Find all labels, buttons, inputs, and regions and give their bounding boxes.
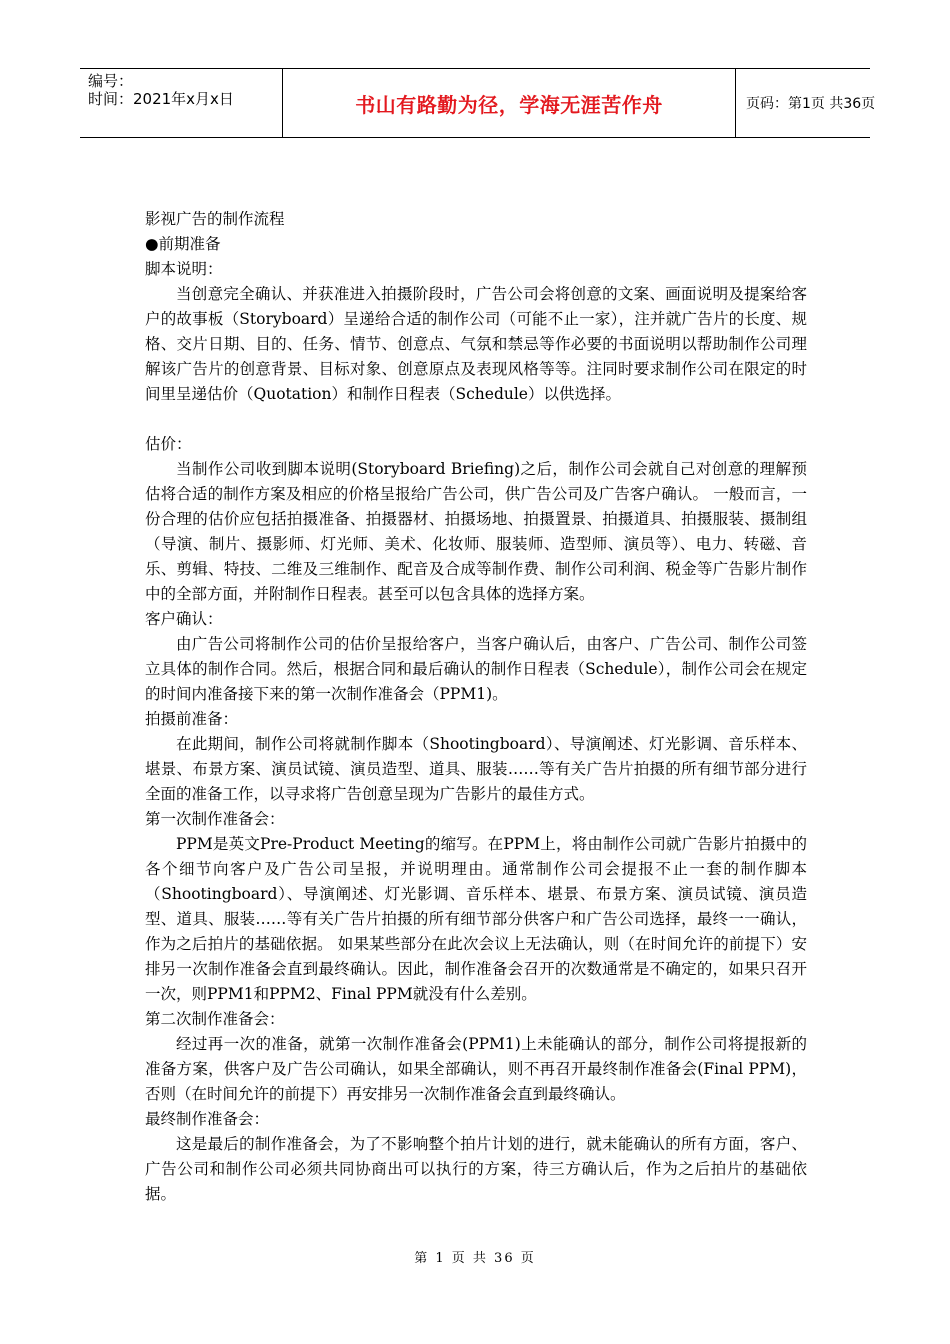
- page-footer: 第 1 页 共 36 页: [414, 1251, 536, 1266]
- section-heading-preproduction: ●前期准备: [145, 235, 221, 253]
- document-body: [145, 207, 807, 1207]
- heading-quotation: 估价：: [145, 435, 192, 453]
- header-meta: [80, 69, 282, 137]
- header-page-number: 页码：第1页 共36页: [746, 96, 876, 112]
- heading-client-confirmation: 客户确认：: [145, 610, 223, 628]
- paragraph-client-confirmation: 由广告公司将制作公司的估价呈报给客户，当客户确认后，由客户、广告公司、制作公司签立具体的制作合同。然后，根据合同和最后确认的制作日程表（Schedule），制作公司会在规定的时间内准备接下来的第一次制作准备会（PPM1)。: [145, 635, 807, 703]
- heading-script-briefing: 脚本说明：: [145, 260, 223, 278]
- paragraph-ppm1: PPM是英文Pre-Product Meeting的缩写。在PPM上，将由制作公司就广告影片拍摄中的各个细节向客户及广告公司呈报，并说明理由。通常制作公司会提报不止一套的制作脚本（Shootingboard）、导演阐述、灯光影调、音乐样本、堪景、布景方案、演员试镜、演员造型、道具、服装……等有关广告片拍摄的所有细节部分供客户和广告公司选择，最终一一确认，作为之后拍片的基础依据。 如果某些部分在此次会议上无法确认，则（在时间允许的前提下）安排另一次制作准备会直到最终确认。因此，制作准备会召开的次数通常是不确定的，如果只召开一次，则PPM1和PPM2、Final PPM就没有什么差别。: [145, 835, 807, 1003]
- paragraph-ppm2: 经过再一次的准备，就第一次制作准备会(PPM1)上未能确认的部分，制作公司将提报新的准备方案，供客户及广告公司确认，如果全部确认，则不再召开最终制作准备会(Final PPM)，否则（在时间允许的前提下）再安排另一次制作准备会直到最终确认。: [145, 1035, 807, 1103]
- paragraph-spacer: [145, 407, 807, 432]
- document-title: 影视广告的制作流程: [145, 210, 285, 228]
- document-date-label: 时间：2021年x月x日: [88, 90, 234, 108]
- paragraph-script-briefing: 当创意完全确认、并获准进入拍摄阶段时，广告公司会将创意的文案、画面说明及提案给客户的故事板（Storyboard）呈递给合适的制作公司（可能不止一家），注并就广告片的长度、规格、交片日期、目的、任务、情节、创意点、气氛和禁忌等作必要的书面说明以帮助制作公司理解该广告片的创意背景、目标对象、创意原点及表现风格等等。注同时要求制作公司在限定的时间里呈递估价（Quotation）和制作日程表（Schedule）以供选择。: [145, 285, 807, 403]
- heading-ppm2: 第二次制作准备会：: [145, 1010, 285, 1028]
- paragraph-quotation: 当制作公司收到脚本说明(Storyboard Briefing)之后，制作公司会就自己对创意的理解预估将合适的制作方案及相应的价格呈报给广告公司，供广告公司及广告客户确认。 一般而言，一份合理的估价应包括拍摄准备、拍摄器材、拍摄场地、拍摄置景、拍摄道具、拍摄服装、摄制组（导演、制片、摄影师、灯光师、美术、化妆师、服装师、造型师、演员等）、电力、转磁、音乐、剪辑、特技、二维及三维制作、配音及合成等制作费、制作公司利润、税金等广告影片制作中的全部方面，并附制作日程表。甚至可以包含具体的选择方案。: [145, 460, 807, 603]
- heading-final-ppm: 最终制作准备会：: [145, 1110, 270, 1128]
- heading-ppm1: 第一次制作准备会：: [145, 810, 285, 828]
- document-number-label: 编号：: [88, 72, 134, 90]
- paragraph-pre-shoot-preparation: 在此期间，制作公司将就制作脚本（Shootingboard）、导演阐述、灯光影调、音乐样本、堪景、布景方案、演员试镜、演员造型、道具、服装……等有关广告片拍摄的所有细节部分进行全面的准备工作，以寻求将广告创意呈现为广告影片的最佳方式。: [145, 735, 807, 803]
- page-header: [80, 68, 876, 138]
- header-motto: 书山有路勤为径，学海无涯苦作舟: [282, 69, 736, 137]
- heading-pre-shoot-preparation: 拍摄前准备：: [145, 710, 239, 728]
- paragraph-final-ppm: 这是最后的制作准备会，为了不影响整个拍片计划的进行，就未能确认的所有方面，客户、广告公司和制作公司必须共同协商出可以执行的方案，待三方确认后，作为之后拍片的基础依据。: [145, 1135, 807, 1203]
